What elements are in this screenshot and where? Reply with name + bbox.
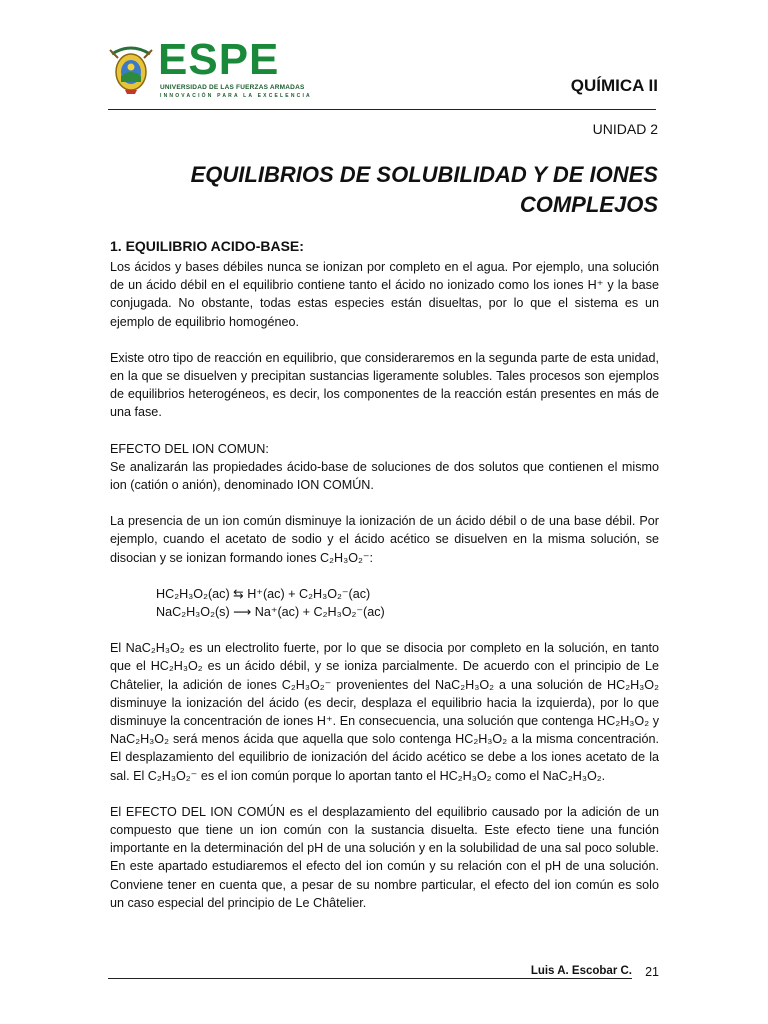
footer-author: Luis A. Escobar C. — [530, 965, 632, 977]
espe-logo — [108, 35, 312, 100]
brand-subtitle: UNIVERSIDAD DE LAS FUERZAS ARMADAS — [160, 84, 305, 91]
unit-label: UNIDAD 2 — [592, 121, 658, 137]
university-crest-icon — [108, 40, 154, 96]
brand-wordmark: ESPE — [158, 35, 280, 84]
equation-1: HC₂H₃O₂(ac) ⇆ H⁺(ac) + C₂H₃O₂⁻(ac) — [156, 586, 371, 601]
chapter-title — [138, 160, 658, 220]
paragraph-1: Los ácidos y bases débiles nunca se ionizan por completo en el agua. Por ejemplo, una solución de un ácido débil en el equilibrio contiene tanto el ácido no ionizado como los iones H⁺ y la base conjugada. No obstante, todas estas especies están disueltas, por lo que el sistema es un ejemplo de equilibrio homogéneo. — [110, 260, 659, 329]
course-title: QUÍMICA II — [570, 76, 658, 95]
section-heading: 1. EQUILIBRIO ACIDO-BASE: — [110, 238, 304, 254]
page-number: 21 — [645, 965, 659, 979]
subsection-label: EFECTO DEL ION COMUN: — [110, 441, 269, 456]
paragraph-6: El EFECTO DEL ION COMÚN es el desplazamiento del equilibrio causado por la adición de un compuesto que tiene un ion común con la sustancia disuelta. Este efecto tiene una función importante en la determinación del pH de una solución y en la solubilidad de una sal poco soluble. En este apartado estudiaremos el efecto del ion común y su relación con el pH de una solución. Conviene tener en cuenta que, a pesar de su nombre particular, el efecto del ion común es solo un caso especial del principio de Le Châtelier. — [110, 804, 659, 910]
paragraph-4: La presencia de un ion común disminuye la ionización de un ácido débil o de una base débil. Por ejemplo, cuando el acetato de sodio y el ácido acético se disuelven en la misma solución, se disocian y se ionizan formando iones C₂H₃O₂⁻: — [110, 514, 659, 565]
chapter-title-line-2: COMPLEJOS — [519, 192, 658, 217]
chapter-title-line-1: EQUILIBRIOS DE SOLUBILIDAD Y DE IONES — [190, 162, 658, 187]
equation-2: NaC₂H₃O₂(s) ⟶ Na⁺(ac) + C₂H₃O₂⁻(ac) — [156, 605, 385, 620]
body-text — [110, 236, 659, 912]
header-rule — [108, 109, 656, 110]
paragraph-2: Existe otro tipo de reacción en equilibrio, que consideraremos en la segunda parte de esta unidad, en la que se disuelven y precipitan sustancias ligeramente solubles. Tales procesos son ejemplos de equilibrios heterogéneos, es decir, los componentes de la reacción están presentes en más de una fase. — [110, 350, 659, 420]
brand-tagline: INNOVACIÓN PARA LA EXCELENCIA — [160, 93, 312, 99]
paragraph-5: El NaC₂H₃O₂ es un electrolito fuerte, por lo que se disocia por completo en la solución, en tanto que el HC₂H₃O₂ es un ácido débil, y se ioniza parcialmente. De acuerdo con el principio de Le Châtelier, la adición de iones C₂H₃O₂⁻ provenientes del NaC₂H₃O₂ a una solución de HC₂H₃O₂ disminuye la ionización del ácido (es decir, desplaza el equilibrio hacia la izquierda), por lo que disminuye la concentración de iones H⁺. En consecuencia, una solución que contenga HC₂H₃O₂ y NaC₂H₃O₂ será menos ácida que aquella que solo contenga HC₂H₃O₂ a la misma concentración. El desplazamiento del equilibrio de ionización del ácido acético se debe a los iones acetato de la sal. El C₂H₃O₂⁻ es el ion común porque lo aportan tanto el HC₂H₃O₂ como el NaC₂H₃O₂. — [110, 641, 659, 783]
paragraph-3: Se analizarán las propiedades ácido-base de soluciones de dos solutos que contienen el mismo ion (catión o anión), denominado ION COMÚN. — [110, 459, 659, 493]
footer-rule — [108, 978, 632, 979]
